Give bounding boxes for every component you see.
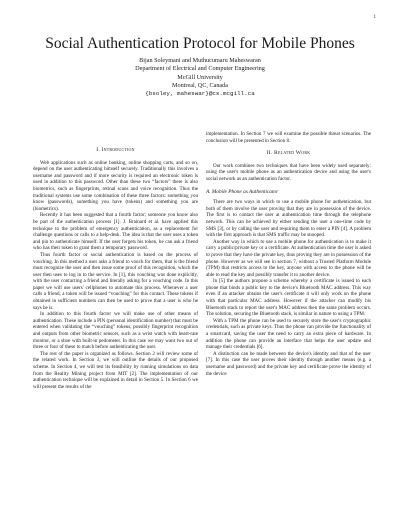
paragraph: A distinction can be made between the device's identity and that of the user [7]. In this case the user proves their identity through another means (e.g. a username and password) and the private key and certificate prove the identity of the device (206, 350, 371, 377)
paragraph: There are two ways in which to use a mobile phone for authentication, but both of them involve the user proving that they are in possession of the device. The first is to contact the user at authentication time through the telephone network. This can be achieved by either sending the user a one-time code by SMS [3], or by calling the user and requiring them to enter a PIN [4]. A problem with the first approach is that SMS traffic may be snooped. (206, 199, 371, 239)
paragraph: Another way in which to use a mobile phone for authentication is to make it carry a public/private key or a certificate. At authentication time the user is asked to prove that they have the private key, thus proving they are in possession of the phone. However as we will see in section 7, without a Trusted Platform Module (TPM) that restricts access to the key, anyone with access to the phone will be able to read the key and possibly transfer it to another device. (206, 238, 371, 278)
paragraph: In [5] the authors propose a scheme whereby a certificate is issued to each phone that binds a public key to the device's Bluetooth MAC address. This way even if an attacker obtains the user's certificate it will only work on the phone with that particular MAC address. However if the attacker can modify his Bluetooth stack to report the user's MAC address then the same problem occurs. The solution, securing the Bluetooth stack, is similar in nature to using a TPM. (206, 278, 371, 318)
left-column (33, 147, 198, 390)
paragraph: The rest of the paper is organized as follows. Section 2 will review some of the related work. In Section 3, we will outline the details of our proposed scheme. In Section 4, we will test its feasibility by running simulations on data from the Reality Mining project from MIT [2]. The implementation of our authentication technique will be explained in detail in Section 5. In Section 6 we will present the results of the (33, 350, 198, 390)
paragraph: implementation. In Section 7 we will examine the possible threat scenarios. The conclusion will be presented in Section 8. (206, 131, 371, 144)
page-number: 1 (373, 15, 376, 20)
section-heading-related-work: II. Related Work (266, 150, 311, 157)
paper-title: Social Authentication Protocol for Mobile Phones (45, 35, 355, 52)
paragraph: In addition to this fourth factor we will make use of other means of authentication. These include a PIN (personal identification number) that must be entered when validating the “vouching” tokens, possibly fingerprint recognition and outputs from other biometric sensors, such as a wrist watch with heart-rate monitor, or a shoe with built-in pedometer. In this case we may want two out of three or four of these to match before authenticating the user. (33, 311, 198, 351)
subsection-heading: A. Mobile Phone as Authenticator (206, 188, 279, 195)
right-column (206, 131, 371, 377)
author-university: McGill University (177, 73, 223, 81)
paragraph: With a TPM the phone can be used to securely store the user's cryptographic credentials, such as private keys. Thus the phone can provide the functionality of a smartcard, saving the user the need to carry an extra piece of hardware. In addition the phone can provide an interface that helps the user update and manage their credentials [6]. (206, 317, 371, 351)
author-department: Department of Electrical and Computer Engineering (135, 65, 265, 73)
author-city: Montreal, QC, Canada (171, 81, 229, 89)
paragraph: Recently it has been suggested that a fourth factor; someone you know also be part of the authentication process [1]. J. Brainard et al. have applied this technique to the problem of emergency authentication, as a replacement for challenge questions or calls to a help-desk. The idea is that the user uses a token and pin to authenticate himself. If the user forgets his token, he can ask a friend who has their token to grant them a temporary password. (33, 212, 198, 252)
paragraph: Thus fourth factor or social authentication is based on the process of vouching. In this method a user asks a friend to vouch for them, that is the friend must recognize the user and then issue some proof of this recognition, which the user then uses to log in to the service. In [1], this vouching was done explicitly, with the user contacting a friend and literally asking for a vouching code. In this paper we will use users' cellphones to automate this process. Whenever a user calls a friend, a token will be issued “vouching” for this contact. These tokens if obtained in sufficient numbers can then be used to prove that a user is who he says he is. (33, 251, 198, 311)
paragraph: Web applications such as online banking, online shopping carts, and so on, depend on the user authenticating himself securely. Traditionally this involves a username and password and if more security is required an electronic token is used in addition to this password. Other than these two “factors” there is also biometrics, such as fingerprints, retinal scans and voice recognition. Thus the traditional systems use some combination of these three factors: something you know (passwords), something you have (tokens) and something you are (biometrics). (33, 159, 198, 212)
author-emails: {bsoley, maheswar}@cs.mcgill.ca (145, 90, 255, 98)
author-block (0, 57, 400, 98)
author-names: Bijan Soleymani and Muthucumaru Maheswaran (139, 57, 261, 64)
section-heading-introduction: I. Introduction (96, 147, 135, 153)
paragraph: Our work combines two techniques that have been widely used separately: using the user's mobile phone as an authentication device and using the user's social network as an authentication factor. (206, 162, 371, 182)
